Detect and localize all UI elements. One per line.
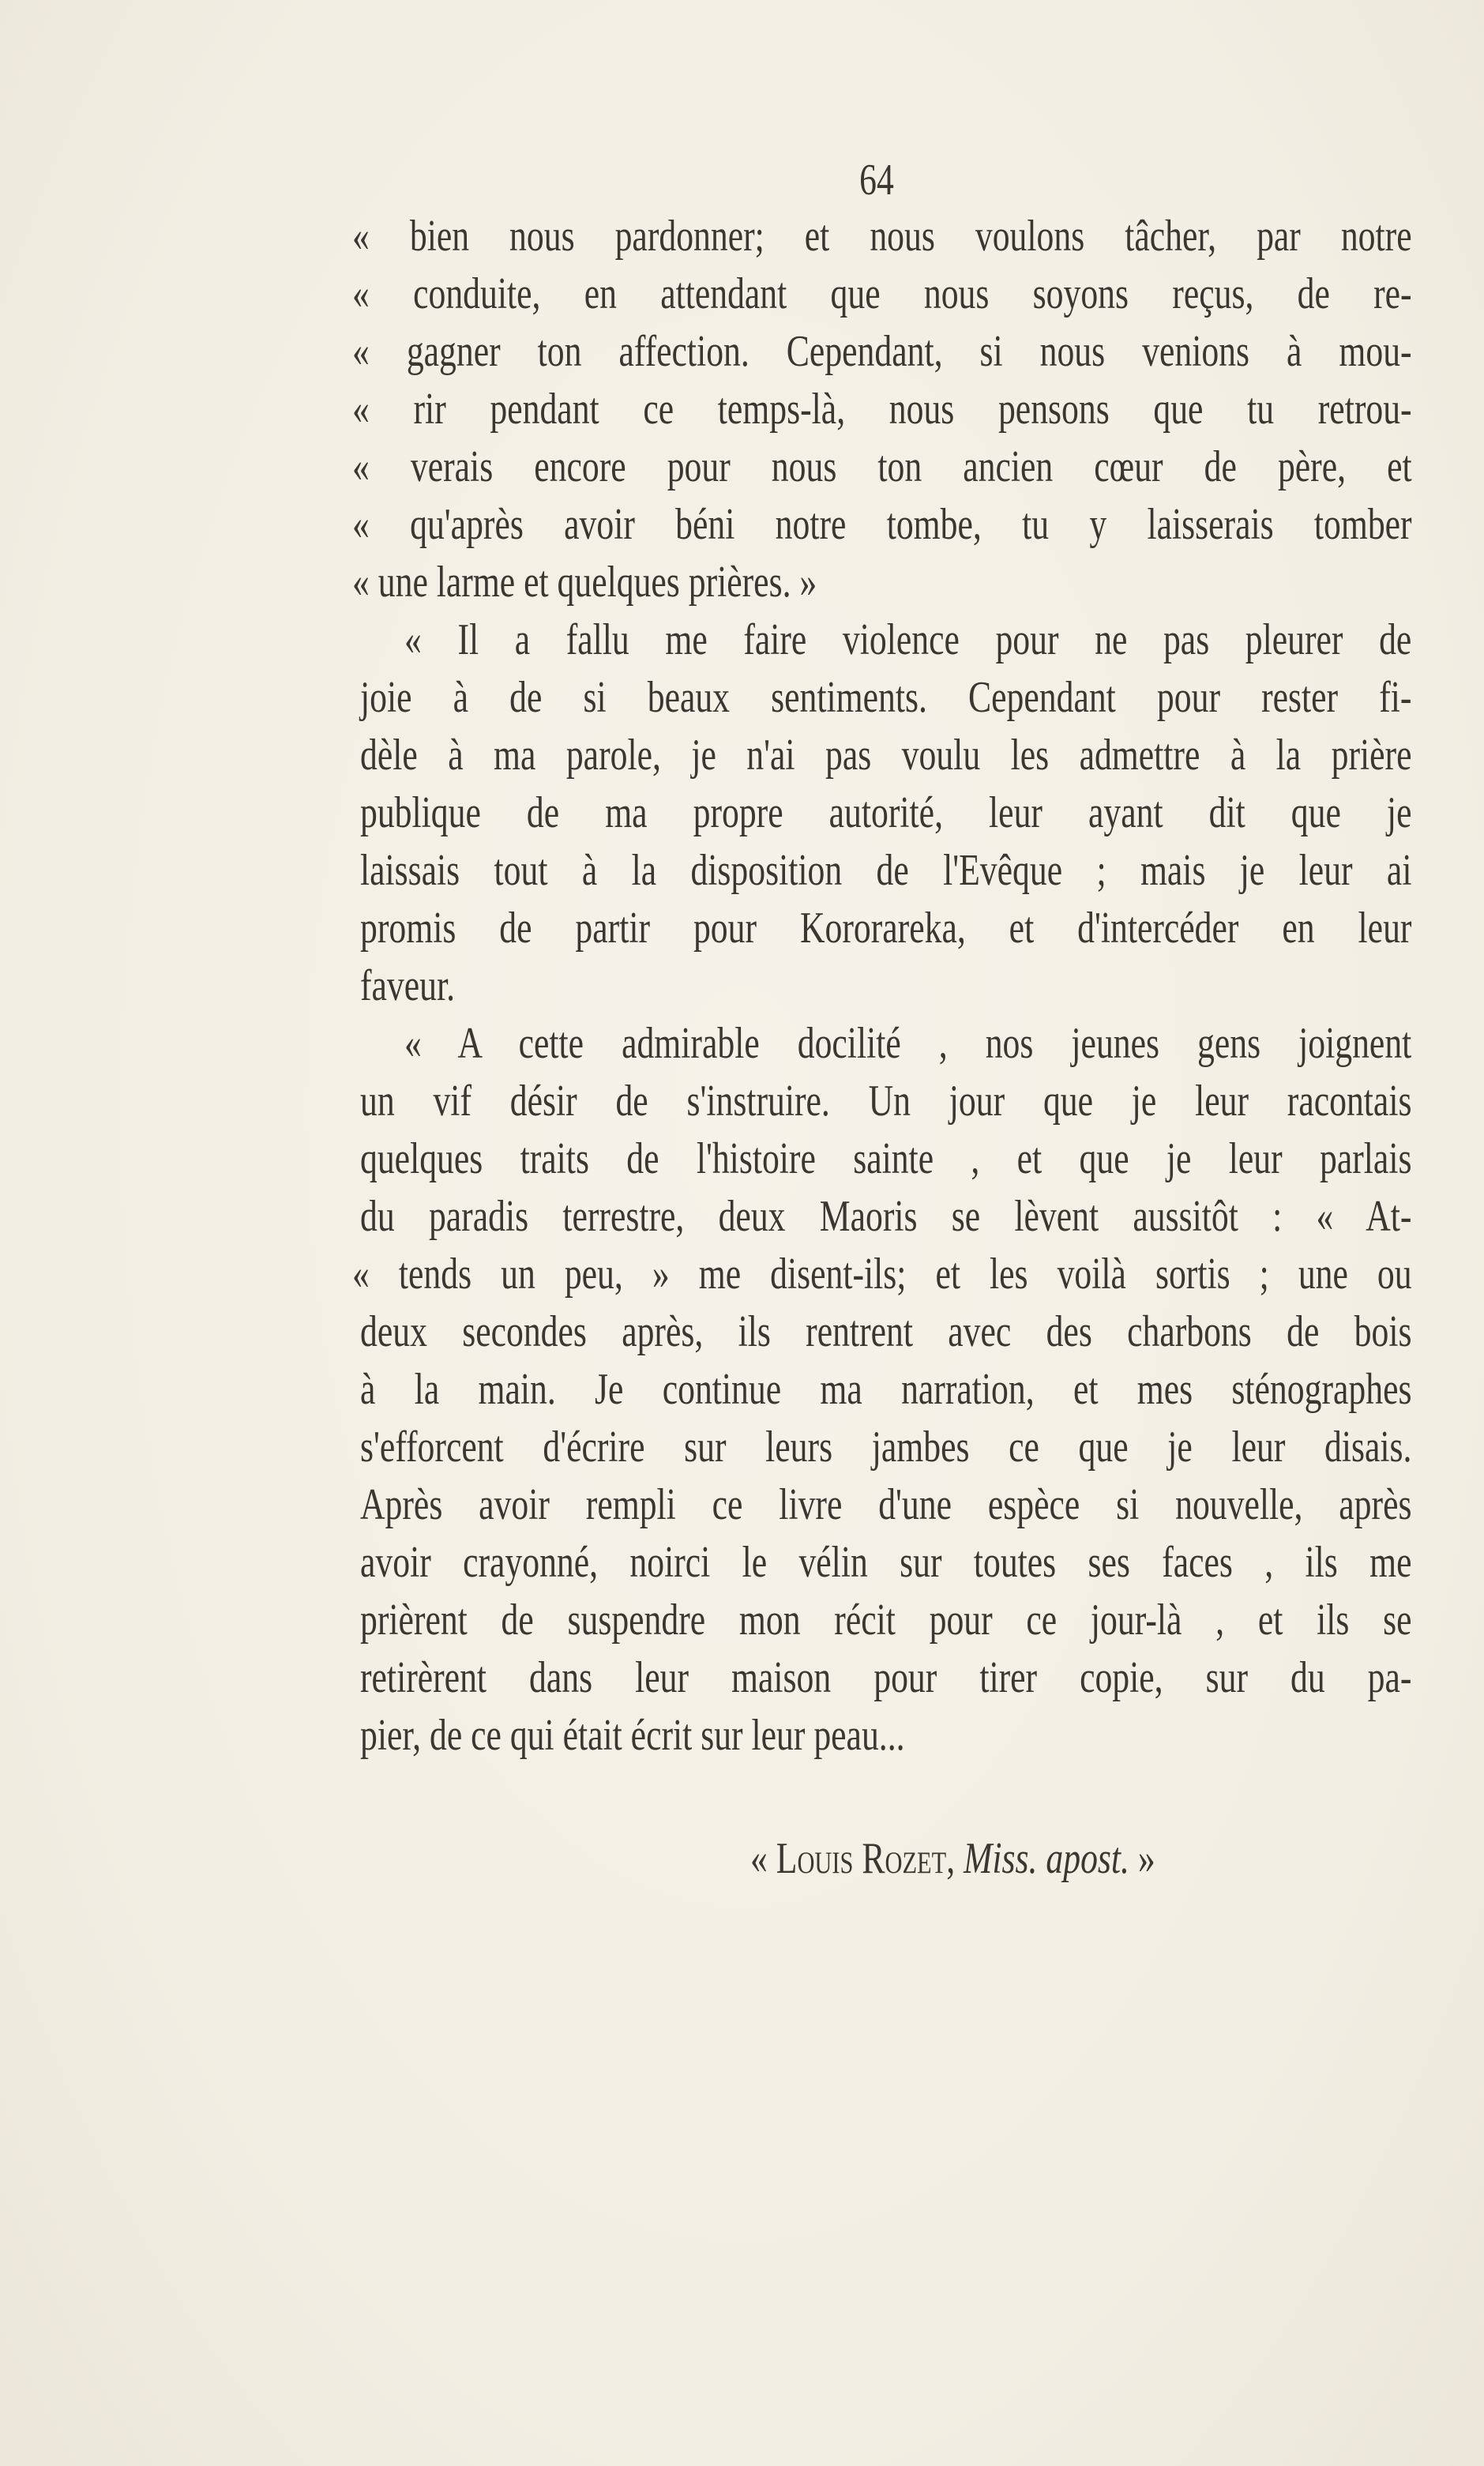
page-number: 64 [859,156,894,205]
text-line: à la main. Je continue ma narration, et mes sténographes [360,1365,1412,1414]
text-line: s'efforcent d'écrire sur leurs jambes ce que je leur disais. [360,1423,1412,1472]
text-line: un vif désir de s'instruire. Un jour que je leur racontais [360,1077,1412,1126]
signature-separator: , [946,1834,964,1883]
text-line: Après avoir rempli ce livre d'une espèce si nouvelle, après [360,1480,1412,1529]
text-line: « tends un peu, » me disent-ils; et les voilà sortis ; une ou [352,1250,1412,1299]
text-line: « une larme et quelques prières. » [352,558,817,607]
text-line: joie à de si beaux sentiments. Cependant pour rester fi- [360,673,1412,722]
text-line: avoir crayonné, noirci le vélin sur toutes ses faces , ils me [360,1538,1412,1587]
signature-name: Louis Rozet [776,1834,947,1883]
text-line: pier, de ce qui était écrit sur leur peau... [360,1711,905,1760]
text-line: deux secondes après, ils rentrent avec des charbons de bois [360,1307,1412,1356]
text-line: « gagner ton affection. Cependant, si nous venions à mou- [352,327,1412,376]
signature-title: Miss. apost. [964,1834,1129,1883]
text-line: « Il a fallu me faire violence pour ne pas pleurer de [404,615,1412,664]
text-line: quelques traits de l'histoire sainte , et que je leur parlais [360,1134,1412,1183]
text-line: « conduite, en attendant que nous soyons reçus, de re- [352,269,1412,318]
signature-close-quote: » [1129,1834,1155,1883]
text-line: prièrent de suspendre mon récit pour ce jour-là , et ils se [360,1596,1412,1645]
text-line: laissais tout à la disposition de l'Evêque ; mais je leur ai [360,846,1412,895]
text-line: « qu'après avoir béni notre tombe, tu y laisserais tomber [352,500,1412,549]
text-line: publique de ma propre autorité, leur ayant dit que je [360,788,1412,837]
text-line: « bien nous pardonner; et nous voulons tâcher, par notre [352,212,1412,261]
text-line: « A cette admirable docilité , nos jeunes gens joignent [404,1019,1412,1068]
text-line: retirèrent dans leur maison pour tirer copie, sur du pa- [360,1653,1412,1702]
text-line: « verais encore pour nous ton ancien cœur de père, et [352,442,1412,491]
text-line: « rir pendant ce temps-là, nous pensons que tu retrou- [352,385,1412,434]
text-line: du paradis terrestre, deux Maoris se lèvent aussitôt : « At- [360,1192,1412,1241]
text-line: dèle à ma parole, je n'ai pas voulu les admettre à la prière [360,731,1412,780]
text-line: promis de partir pour Kororareka, et d'intercéder en leur [360,904,1412,953]
signature-open-quote: « [750,1834,776,1883]
signature [750,1831,1155,1886]
text-line: faveur. [360,961,456,1010]
